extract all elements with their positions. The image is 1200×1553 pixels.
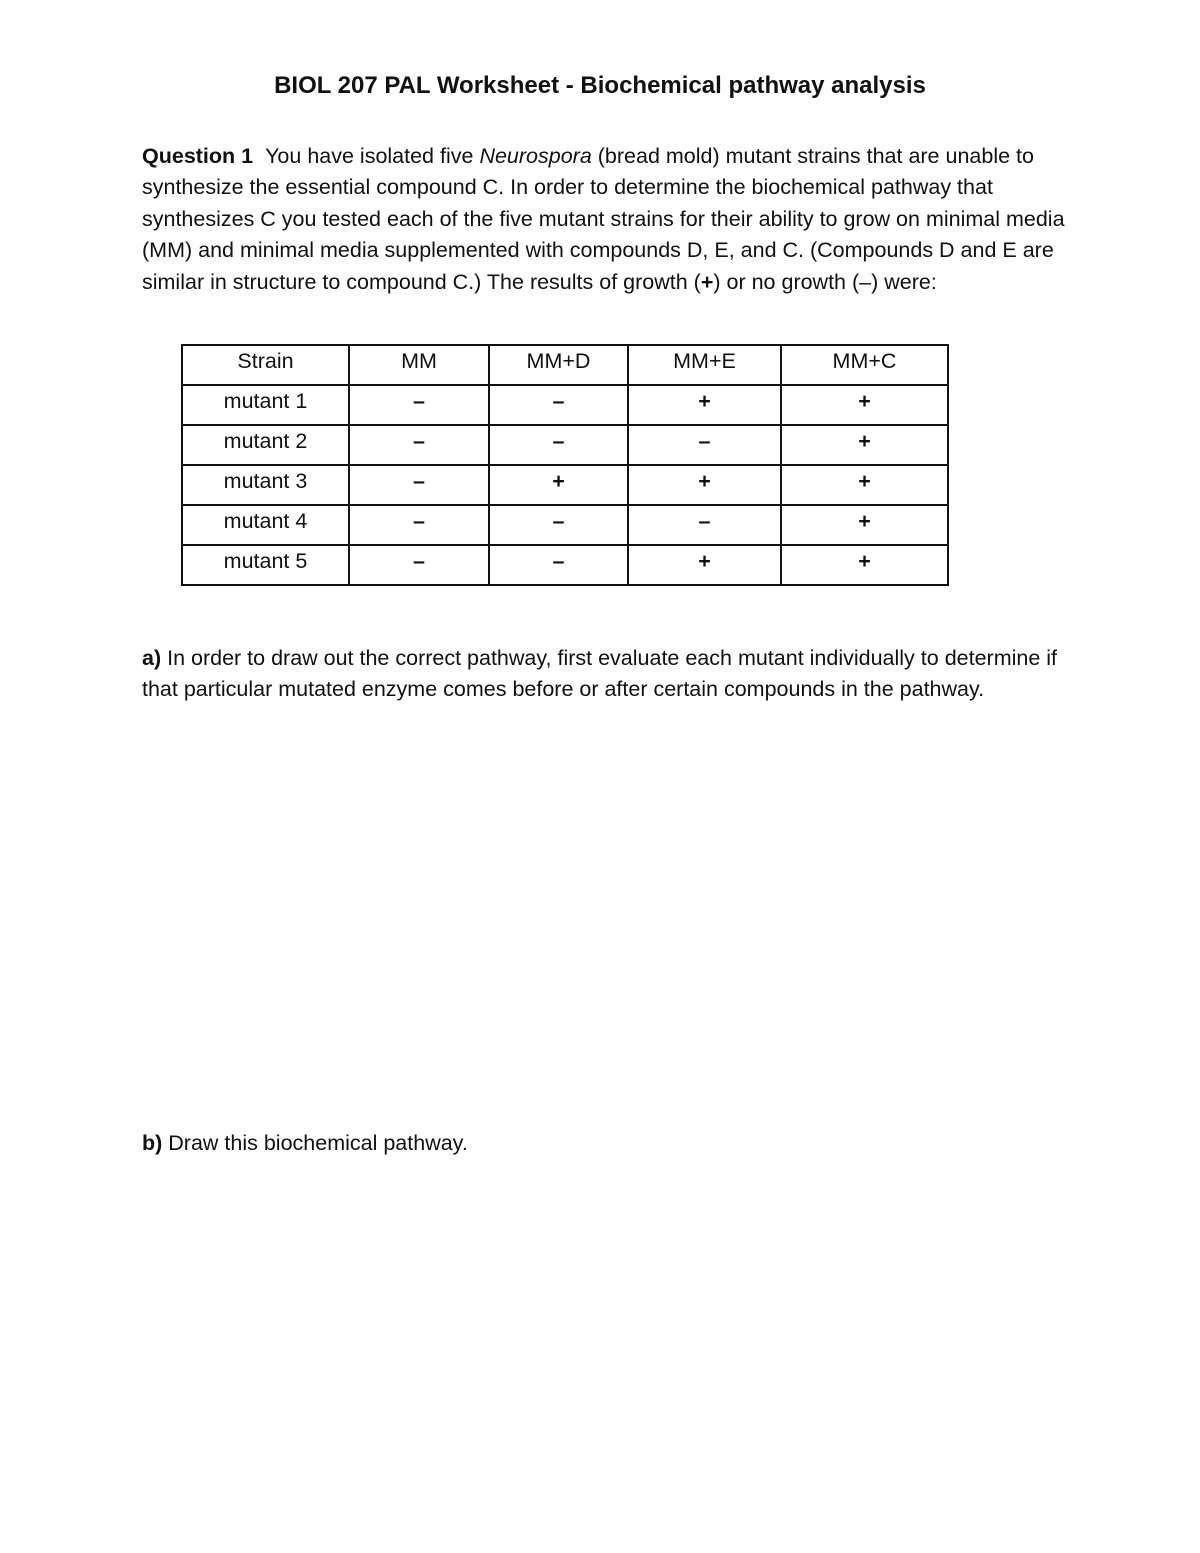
result-cell: + — [781, 425, 948, 465]
strain-cell: mutant 1 — [182, 385, 349, 425]
result-cell: – — [349, 425, 489, 465]
result-cell: + — [489, 465, 628, 505]
result-cell: – — [628, 425, 781, 465]
header-mm-e: MM+E — [628, 345, 781, 385]
question-1-paragraph — [142, 141, 1072, 298]
header-mm-c: MM+C — [781, 345, 948, 385]
growth-symbol: + — [700, 269, 714, 294]
strain-cell: mutant 4 — [182, 505, 349, 545]
table-row — [182, 385, 948, 425]
table-row — [182, 465, 948, 505]
part-b-paragraph — [142, 1128, 1072, 1159]
table-row — [182, 425, 948, 465]
result-cell: – — [349, 545, 489, 585]
header-mm-d: MM+D — [489, 345, 628, 385]
table-row — [182, 505, 948, 545]
result-cell: + — [628, 465, 781, 505]
question-1-text-body: (bread mold) mutant strains that are unable to synthesize the essential compound C. In order to determine the biochemical pathway that synthesizes C you tested each of the five mutant strains for their ability to grow on minimal media (MM) and minimal media supplemented with compounds D, E, and C. (Compounds D and E are similar in structure to compound C.) The results of growth ( — [142, 144, 1065, 294]
result-cell: + — [781, 505, 948, 545]
strain-cell: mutant 3 — [182, 465, 349, 505]
question-1-text-end: ) were: — [871, 269, 937, 294]
result-cell: – — [489, 385, 628, 425]
part-a-text: In order to draw out the correct pathway, first evaluate each mutant individually to determine if that particular mutated enzyme comes before or after certain compounds in the pathway. — [142, 646, 1058, 702]
question-1-text-start: You have isolated five — [265, 144, 480, 168]
header-mm: MM — [349, 345, 489, 385]
table-row — [182, 545, 948, 585]
header-strain: Strain — [182, 345, 349, 385]
part-b-label: b) — [142, 1131, 163, 1155]
result-cell: – — [349, 505, 489, 545]
strain-cell: mutant 5 — [182, 545, 349, 585]
result-cell: + — [781, 465, 948, 505]
growth-results-table — [181, 344, 949, 586]
table-header-row — [182, 345, 948, 385]
result-cell: + — [628, 385, 781, 425]
result-cell: – — [349, 465, 489, 505]
organism-name: Neurospora — [479, 144, 592, 168]
no-growth-symbol: – — [859, 269, 872, 294]
question-1-text-middle: ) or no growth ( — [713, 269, 860, 294]
question-1-label: Question 1 — [142, 144, 254, 168]
part-a-label: a) — [142, 646, 162, 670]
result-cell: – — [628, 505, 781, 545]
page-title: BIOL 207 PAL Worksheet - Biochemical pathway analysis — [274, 72, 926, 99]
part-b-text: Draw this biochemical pathway. — [162, 1131, 468, 1155]
result-cell: + — [781, 545, 948, 585]
result-cell: – — [349, 385, 489, 425]
result-cell: – — [489, 545, 628, 585]
result-cell: + — [781, 385, 948, 425]
strain-cell: mutant 2 — [182, 425, 349, 465]
part-a-paragraph — [142, 643, 1072, 706]
result-cell: – — [489, 505, 628, 545]
result-cell: + — [628, 545, 781, 585]
result-cell: – — [489, 425, 628, 465]
